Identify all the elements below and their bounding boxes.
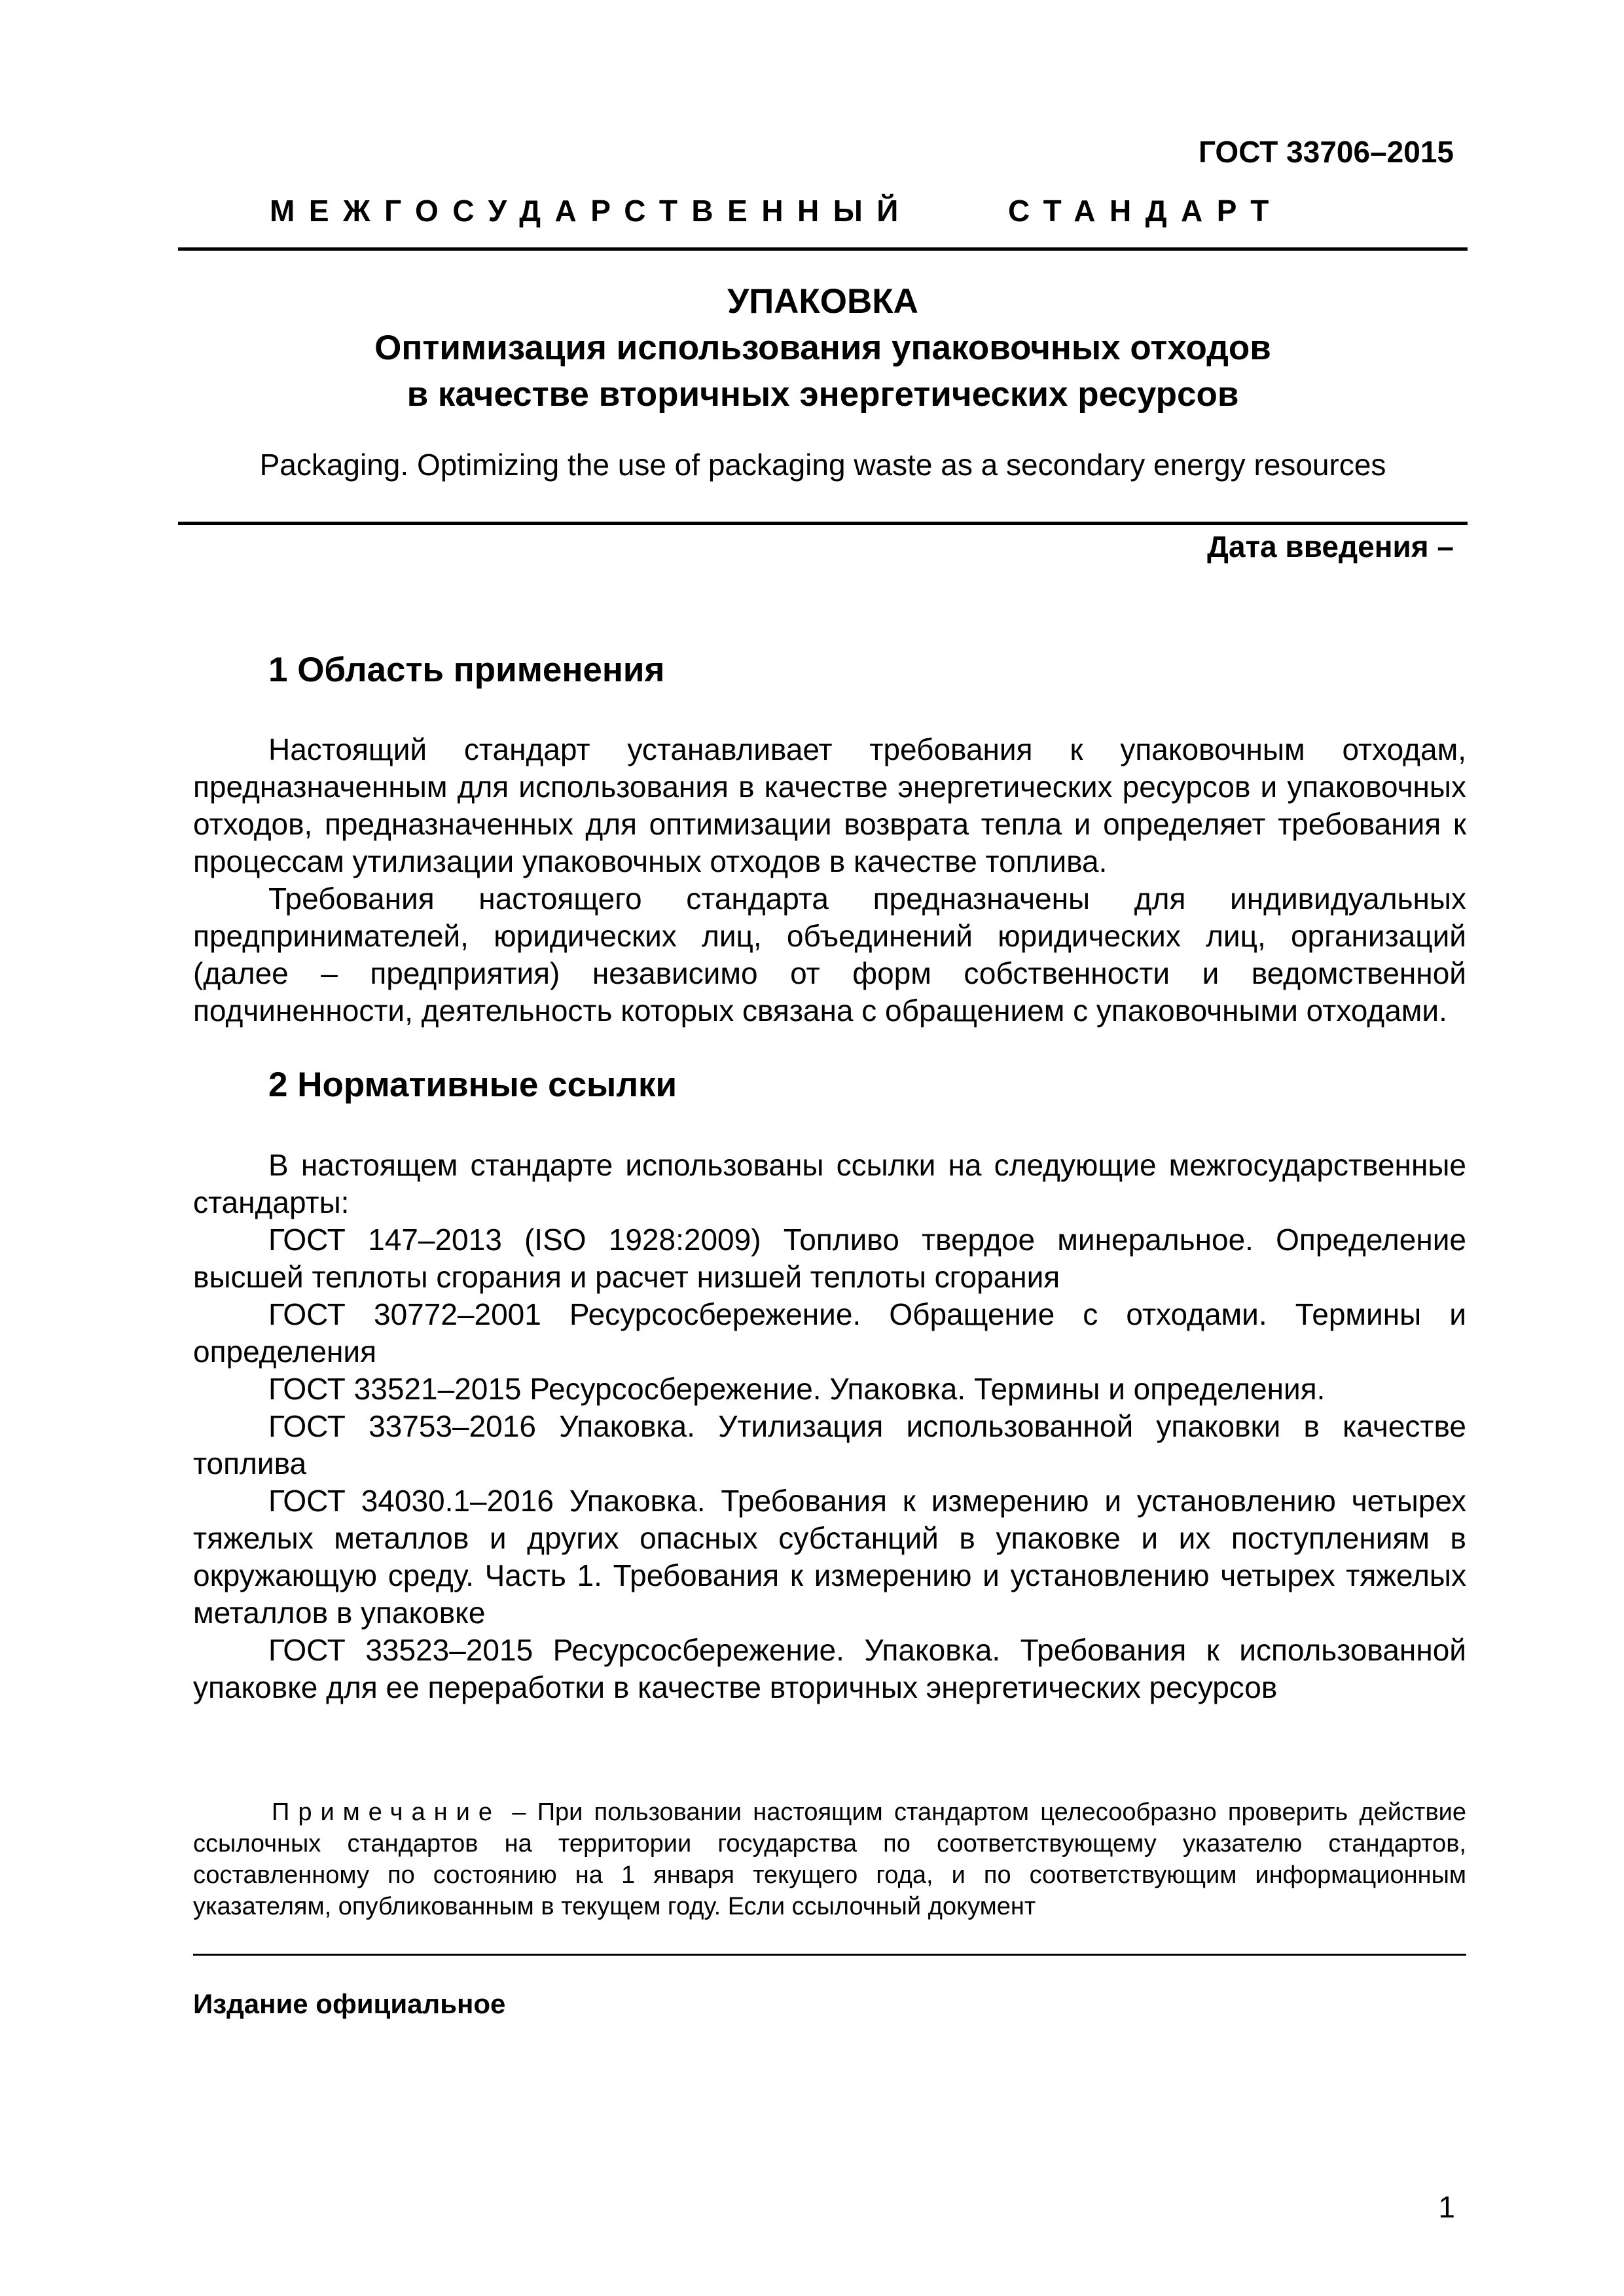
footer-divider <box>193 1954 1466 1956</box>
section-1-heading: 1 Область применения <box>268 651 665 689</box>
title-line-1: УПАКОВКА <box>727 282 918 321</box>
note-text: – При пользовании настоящим стандартом целесообразно проверить действие ссылочных стандартов на территории государства по соответствующему указателю стандартов, составленному по состоянию на 1 января текущего года, и по соответствующим информационным указателям, опубликованным в текущем году. Если ссылочный документ <box>193 1799 1467 1920</box>
paragraph: В настоящем стандарте использованы ссылки на следующие межгосударственные стандарты: <box>193 1148 1466 1219</box>
reference-item: ГОСТ 33753–2016 Упаковка. Утилизация использованной упаковки в качестве топлива <box>193 1409 1466 1480</box>
page-number: 1 <box>1438 2190 1455 2224</box>
note-label: Примечание <box>272 1799 501 1826</box>
document-code: ГОСТ 33706–2015 <box>1198 135 1454 169</box>
section-1-body <box>193 731 1466 1030</box>
reference-item: ГОСТ 34030.1–2016 Упаковка. Требования к измерению и установлению четырех тяжелых металлов и других опасных субстанций в упаковке и их поступлениям в окружающую среду. Часть 1. Требования к измерению и установлению четырех тяжелых металлов в упаковке <box>193 1484 1466 1630</box>
interstate-word: МЕЖГОСУДАРСТВЕННЫЙ <box>270 194 912 228</box>
reference-item: ГОСТ 147–2013 (ISO 1928:2009) Топливо твердое минеральное. Определение высшей теплоты сгорания и расчет низшей теплоты сгорания <box>193 1223 1466 1294</box>
standard-word: СТАНДАРТ <box>1008 194 1283 228</box>
reference-item: ГОСТ 33523–2015 Ресурсосбережение. Упаковка. Требования к использованной упаковке для ее переработки в качестве вторичных энергетических ресурсов <box>193 1633 1466 1704</box>
title-divider <box>178 522 1468 525</box>
title-line-3: в качестве вторичных энергетических ресурсов <box>406 375 1239 414</box>
document-title <box>178 278 1468 418</box>
reference-item: ГОСТ 30772–2001 Ресурсосбережение. Обращение с отходами. Термины и определения <box>193 1297 1466 1369</box>
paragraph: Требования настоящего стандарта предназначены для индивидуальных предпринимателей, юридических лиц, объединений юридических лиц, организаций (далее – предприятия) независимо от форм собственности и ведомственной подчиненности, деятельность которых связана с обращением с упаковочными отходами. <box>193 882 1466 1028</box>
reference-item: ГОСТ 33521–2015 Ресурсосбережение. Упаковка. Термины и определения. <box>268 1372 1326 1406</box>
english-title: Packaging. Optimizing the use of packaging waste as a secondary energy resources <box>259 448 1386 482</box>
title-line-2: Оптимизация использования упаковочных отходов <box>374 329 1271 367</box>
section-2-heading: 2 Нормативные ссылки <box>268 1066 677 1104</box>
introduction-date-label: Дата введения – <box>1207 529 1454 564</box>
official-edition-label: Издание официальное <box>193 1988 506 2019</box>
section-2-body <box>193 1147 1466 1706</box>
header-divider <box>178 247 1468 251</box>
paragraph: Настоящий стандарт устанавливает требования к упаковочным отходам, предназначенным для использования в качестве энергетических ресурсов и упаковочных отходов, предназначенных для оптимизации возврата тепла и определяет требования к процессам утилизации упаковочных отходов в качестве топлива. <box>193 732 1466 878</box>
note-block <box>193 1797 1466 1922</box>
